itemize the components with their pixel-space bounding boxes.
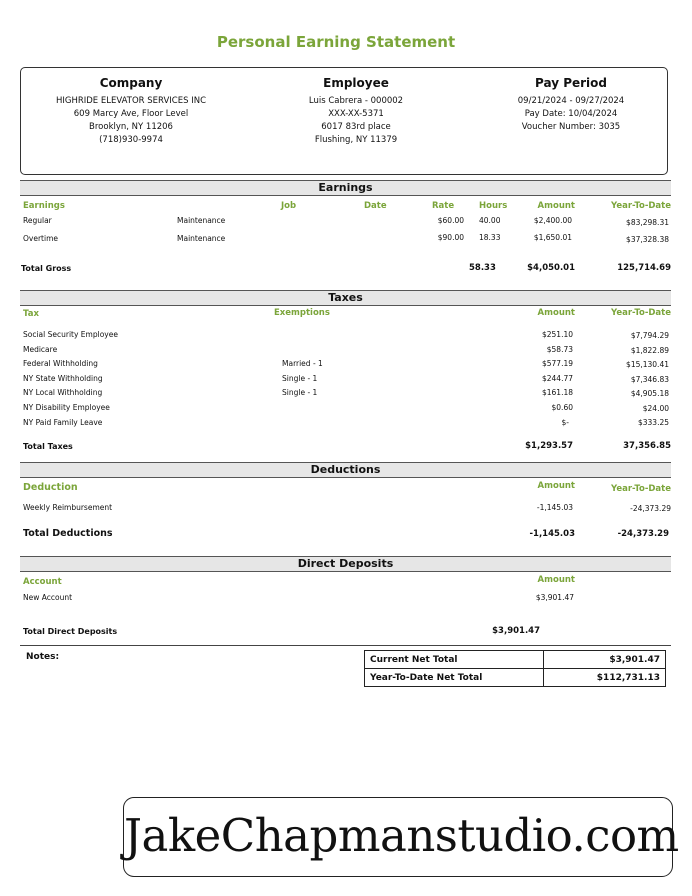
taxes-col-ytd: Year-To-Date — [610, 308, 671, 318]
deductions-section-bar: Deductions — [20, 462, 671, 478]
deposits-col-account: Account — [23, 577, 62, 587]
deduction-row-amount: -1,145.03 — [536, 503, 573, 512]
earnings-col-ytd: Year-To-Date — [610, 201, 671, 211]
total-deductions-amount: -1,145.03 — [529, 529, 575, 539]
tax-row-name: NY Disability Employee — [23, 403, 110, 412]
ytd-net-row — [365, 669, 666, 687]
earnings-row-name: Regular — [23, 216, 52, 225]
current-net-value: $3,901.47 — [544, 651, 666, 669]
tax-row-ytd: $15,130.41 — [626, 360, 669, 369]
employee-ssn: XXX-XX-5371 — [328, 109, 384, 119]
employee-address-line2: Flushing, NY 11379 — [314, 135, 398, 145]
ytd-net-label: Year-To-Date Net Total — [365, 669, 544, 687]
current-net-label: Current Net Total — [365, 651, 544, 669]
earnings-col-amount: Amount — [537, 201, 575, 211]
total-taxes-label: Total Taxes — [23, 442, 73, 451]
earnings-col-job: Job — [281, 201, 297, 211]
tax-row-amount: $0.60 — [551, 403, 573, 412]
earnings-col-date: Date — [364, 201, 387, 211]
total-gross-ytd: 125,714.69 — [617, 263, 671, 273]
voucher-number: Voucher Number: 3035 — [521, 122, 621, 132]
earnings-row-hours: 40.00 — [479, 216, 501, 225]
tax-row-amount: $58.73 — [546, 345, 573, 354]
earnings-section-bar: Earnings — [20, 180, 671, 196]
earnings-row-job: Maintenance — [177, 234, 226, 243]
earnings-row-ytd: $83,298.31 — [626, 218, 669, 227]
tax-row-amount: $161.18 — [541, 388, 573, 397]
total-gross-amount: $4,050.01 — [527, 263, 575, 273]
total-deductions-label: Total Deductions — [23, 528, 113, 539]
current-net-row — [365, 651, 666, 669]
deduction-row-name: Weekly Reimbursement — [23, 503, 113, 512]
total-gross-hours: 58.33 — [469, 263, 496, 273]
tax-row-ytd: $333.25 — [637, 418, 669, 427]
net-totals-table — [364, 650, 666, 687]
ytd-net-value: $112,731.13 — [544, 669, 666, 687]
earnings-col-hours: Hours — [479, 201, 508, 211]
earnings-row-ytd: $37,328.38 — [626, 235, 669, 244]
pay-period-block — [481, 77, 661, 134]
earnings-row-rate: $60.00 — [437, 216, 464, 225]
tax-row-name: NY Paid Family Leave — [23, 418, 103, 427]
deductions-col-deduction: Deduction — [23, 482, 78, 493]
deposit-row-amount: $3,901.47 — [535, 593, 574, 602]
deductions-col-amount: Amount — [537, 481, 575, 491]
tax-row-exemptions: Single - 1 — [282, 374, 318, 383]
direct-deposits-section-bar: Direct Deposits — [20, 556, 671, 572]
employee-address-line1: 6017 83rd place — [321, 122, 391, 132]
deductions-col-ytd: Year-To-Date — [610, 484, 671, 494]
pay-date: Pay Date: 10/04/2024 — [524, 109, 618, 119]
company-phone: (718)930-9974 — [99, 135, 163, 145]
total-taxes-ytd: 37,356.85 — [623, 441, 671, 451]
tax-row-amount: $577.19 — [541, 359, 573, 368]
earnings-row-amount: $1,650.01 — [533, 233, 572, 242]
tax-row-amount: $251.10 — [541, 330, 573, 339]
taxes-col-tax: Tax — [23, 309, 39, 319]
taxes-col-amount: Amount — [537, 308, 575, 318]
notes-divider — [20, 645, 671, 646]
deposit-row-name: New Account — [23, 593, 73, 602]
tax-row-name: NY State Withholding — [23, 374, 103, 383]
tax-row-name: Medicare — [23, 345, 58, 354]
earnings-row-name: Overtime — [23, 234, 58, 243]
company-block — [41, 77, 221, 147]
tax-row-ytd: $1,822.89 — [630, 346, 669, 355]
earnings-row-amount: $2,400.00 — [533, 216, 572, 225]
taxes-col-exemptions: Exemptions — [274, 308, 330, 318]
deposits-col-amount: Amount — [537, 575, 575, 585]
tax-row-amount: $- — [561, 418, 569, 427]
earnings-row-job: Maintenance — [177, 216, 226, 225]
tax-row-exemptions: Single - 1 — [282, 388, 318, 397]
company-address-line2: Brooklyn, NY 11206 — [89, 122, 173, 132]
total-gross-label: Total Gross — [21, 264, 72, 273]
deduction-row-ytd: -24,373.29 — [630, 504, 671, 513]
tax-row-ytd: $24.00 — [642, 404, 669, 413]
tax-row-amount: $244.77 — [541, 374, 573, 383]
total-deposits-amount: $3,901.47 — [492, 626, 540, 636]
watermark-banner: JakeChapmanstudio.com — [123, 797, 673, 877]
company-address-line1: 609 Marcy Ave, Floor Level — [73, 109, 189, 119]
statement-title: Personal Earning Statement — [216, 33, 456, 51]
total-deposits-label: Total Direct Deposits — [23, 627, 118, 636]
tax-row-name: Federal Withholding — [23, 359, 98, 368]
earnings-row-hours: 18.33 — [479, 233, 501, 242]
pay-period-range: 09/21/2024 - 09/27/2024 — [517, 96, 625, 106]
header-info-box — [20, 67, 668, 175]
taxes-section-bar: Taxes — [20, 290, 671, 306]
earnings-row-rate: $90.00 — [437, 233, 464, 242]
tax-row-name: Social Security Employee — [23, 330, 118, 339]
tax-row-ytd: $7,346.83 — [630, 375, 669, 384]
earnings-col-rate: Rate — [432, 201, 455, 211]
tax-row-exemptions: Married - 1 — [282, 359, 323, 368]
pay-period-heading: Pay Period — [535, 76, 607, 90]
total-deductions-ytd: -24,373.29 — [617, 529, 669, 539]
employee-heading: Employee — [323, 76, 389, 90]
notes-label: Notes: — [26, 652, 60, 662]
tax-row-ytd: $7,794.29 — [630, 331, 669, 340]
tax-row-name: NY Local Withholding — [23, 388, 103, 397]
earnings-col-earnings: Earnings — [23, 201, 65, 211]
employee-block — [266, 77, 446, 147]
tax-row-ytd: $4,905.18 — [630, 389, 669, 398]
company-name: HIGHRIDE ELEVATOR SERVICES INC — [55, 96, 207, 106]
employee-name: Luis Cabrera - 000002 — [308, 96, 404, 106]
company-heading: Company — [99, 76, 163, 90]
total-taxes-amount: $1,293.57 — [525, 441, 573, 451]
